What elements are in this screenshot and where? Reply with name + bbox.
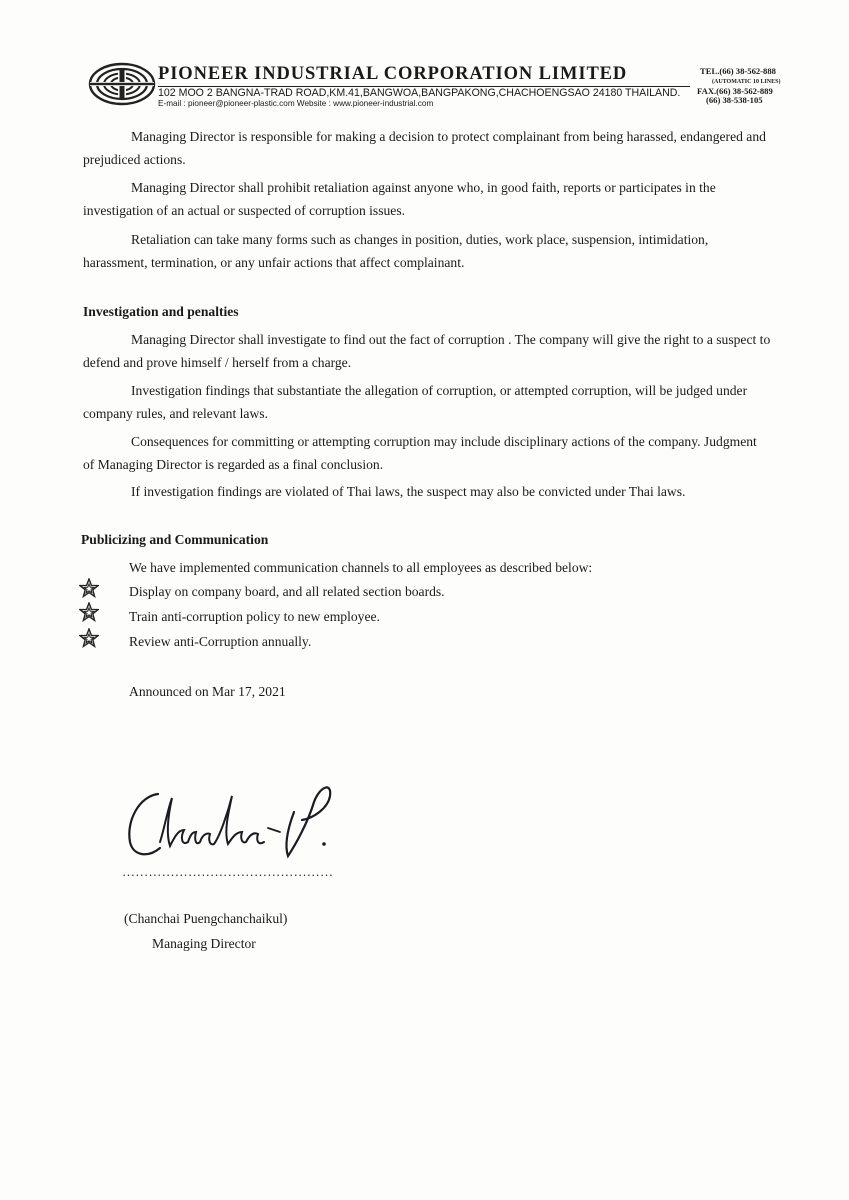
paragraph-line: Managing Director is responsible for making a decision to protect complainant from being harassed, endangered and bbox=[131, 129, 766, 144]
signatory-name: (Chanchai Puengchanchaikul) bbox=[124, 911, 288, 926]
company-name: PIONEER INDUSTRIAL CORPORATION LIMITED bbox=[158, 64, 628, 84]
paragraph-line: Managing Director shall investigate to find out the fact of corruption . The company will give the right to a suspect to bbox=[131, 332, 771, 347]
company-address: 102 MOO 2 BANGNA-TRAD ROAD,KM.41,BANGWOA,BANGPAKONG,CHACHOENGSAO 24180 THAILAND. bbox=[158, 87, 681, 99]
fax-number-secondary: (66) 38-538-105 bbox=[706, 95, 763, 105]
list-item: Review anti-Corruption annually. bbox=[129, 634, 312, 649]
section-heading-communication: Publicizing and Communication bbox=[81, 532, 269, 547]
star-icon bbox=[79, 602, 99, 622]
paragraph-line: of Managing Director is regarded as a final conclusion. bbox=[83, 457, 384, 472]
star-icon bbox=[79, 578, 99, 598]
telephone-note: (AUTOMATIC 10 LINES) bbox=[712, 79, 781, 85]
company-email-website: E-mail : pioneer@pioneer-plastic.com Website : www.pioneer-industrial.com bbox=[158, 99, 434, 108]
list-item: Train anti-corruption policy to new employee. bbox=[129, 609, 380, 624]
paragraph-line: harassment, termination, or any unfair actions that affect complainant. bbox=[83, 255, 465, 270]
handwritten-signature bbox=[118, 772, 348, 868]
paragraph-line: Investigation findings that substantiate the allegation of corruption, or attempted corruption, will be judged under bbox=[131, 383, 748, 398]
signature-dotted-line: ………………………………………… bbox=[122, 864, 334, 879]
section-heading-investigation: Investigation and penalties bbox=[83, 304, 239, 319]
star-icon bbox=[79, 628, 99, 648]
paragraph-line: company rules, and relevant laws. bbox=[83, 406, 268, 421]
list-item: Display on company board, and all related section boards. bbox=[129, 584, 445, 599]
announcement-date: Announced on Mar 17, 2021 bbox=[129, 684, 286, 699]
signatory-title: Managing Director bbox=[152, 936, 256, 951]
paragraph-line: Managing Director shall prohibit retaliation against anyone who, in good faith, reports or participates in the bbox=[131, 180, 716, 195]
paragraph-line: investigation of an actual or suspected of corruption issues. bbox=[83, 203, 406, 218]
communication-intro: We have implemented communication channels to all employees as described below: bbox=[129, 560, 593, 575]
fax-number: FAX.(66) 38-562-889 bbox=[697, 86, 773, 96]
paragraph-line: Retaliation can take many forms such as changes in position, duties, work place, suspension, intimidation, bbox=[131, 232, 709, 247]
paragraph-line: If investigation findings are violated of Thai laws, the suspect may also be convicted under Thai laws. bbox=[131, 484, 686, 499]
paragraph-line: Consequences for committing or attempting corruption may include disciplinary actions of the company. Judgment bbox=[131, 434, 757, 449]
paragraph-line: defend and prove himself / herself from a charge. bbox=[83, 355, 352, 370]
telephone-number: TEL.(66) 38-562-888 bbox=[700, 66, 776, 76]
paragraph-line: prejudiced actions. bbox=[83, 152, 186, 167]
company-logo bbox=[88, 62, 156, 106]
